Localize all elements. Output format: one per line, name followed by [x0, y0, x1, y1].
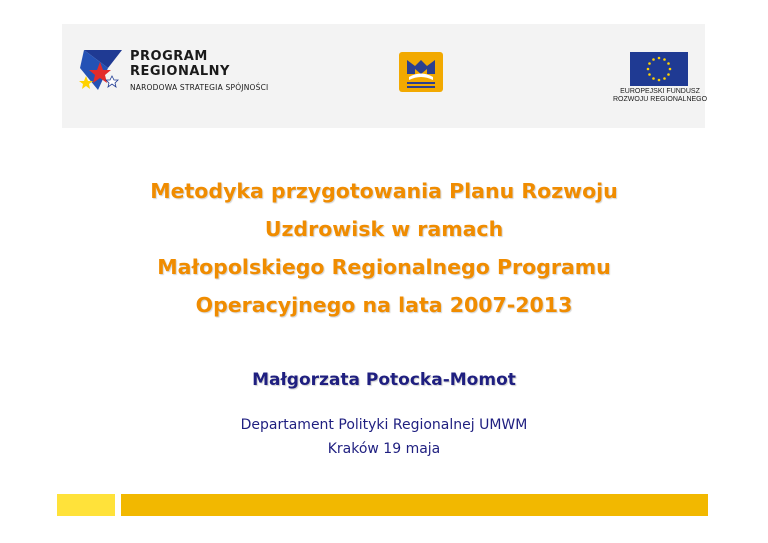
eu-flag-icon — [630, 52, 688, 86]
eu-logo-caption — [612, 88, 708, 104]
eu-fund-logo — [612, 52, 708, 108]
presentation-title — [84, 172, 684, 324]
title-line-2: Uzdrowisk w ramach — [264, 217, 504, 241]
program-regionalny-logo — [78, 46, 278, 96]
title-line-3: Małopolskiego Regionalnego Programu — [157, 255, 611, 279]
footer-bar-dark-segment — [121, 494, 708, 516]
malopolska-logo — [399, 52, 443, 92]
star-arrow-logo-icon — [78, 46, 126, 94]
title-line-4: Operacyjnego na lata 2007-2013 — [195, 293, 573, 317]
department-name: Departament Polityki Regionalnej UMWM — [240, 417, 528, 433]
place-date: Kraków 19 maja — [327, 441, 441, 457]
program-logo-line1: PROGRAM — [130, 49, 208, 64]
footer-bar — [57, 494, 708, 516]
footer-bar-light-segment — [57, 494, 115, 516]
program-logo-line2: REGIONALNY — [130, 64, 230, 79]
author-name: Małgorzata Potocka-Momot — [252, 370, 516, 390]
eu-caption-line1: EUROPEJSKI FUNDUSZ — [620, 88, 700, 95]
eu-caption-line2: ROZWOJU REGIONALNEGO — [612, 96, 708, 103]
program-logo-line3: NARODOWA STRATEGIA SPÓJNOŚCI — [130, 83, 269, 92]
malopolska-emblem-icon — [399, 52, 443, 92]
title-line-1: Metodyka przygotowania Planu Rozwoju — [150, 179, 618, 203]
